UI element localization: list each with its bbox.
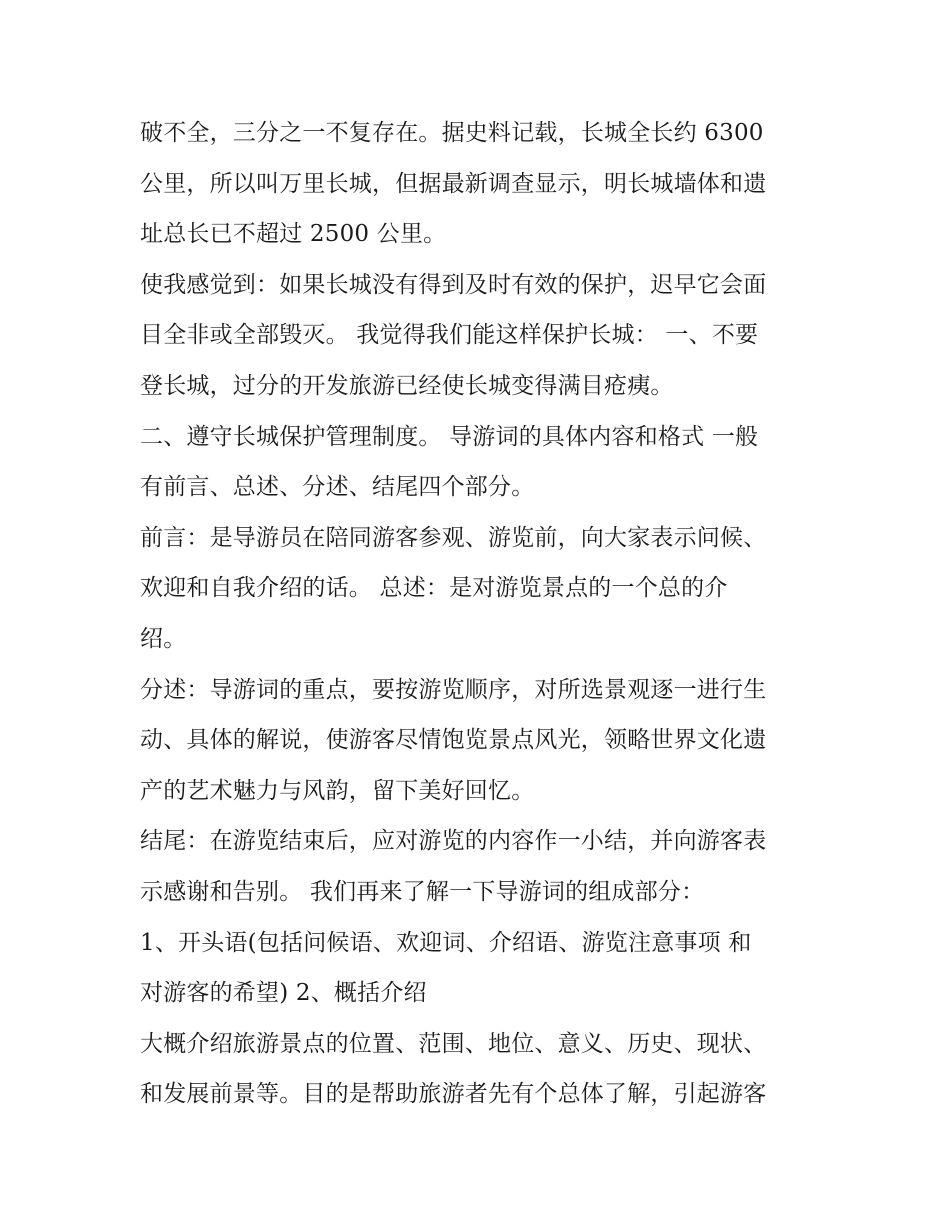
text-line: 和发展前景等。目的是帮助旅游者先有个总体了解，引起游客 bbox=[140, 1081, 767, 1108]
text-line: 示感谢和告别。 我们再来了解一下导游词的组成部分： bbox=[140, 878, 705, 905]
text-line: 前言：是导游员在陪同游客参观、游览前，向大家表示问候、 bbox=[140, 524, 767, 551]
text-line: 有前言、总述、分述、结尾四个部分。 bbox=[140, 474, 535, 501]
text-line: 公里，所以叫万里长城，但据最新调查显示，明长城墙体和遗 bbox=[140, 170, 767, 197]
text-line: 破不全，三分之一不复存在。据史料记载，长城全长约 6300 bbox=[140, 120, 764, 146]
text-line: 二、遵守长城保护管理制度。 导游词的具体内容和格式 一般 bbox=[140, 423, 759, 450]
text-line: 产的艺术魅力与风韵，留下美好回忆。 bbox=[140, 777, 535, 804]
text-line: 动、具体的解说，使游客尽情饱览景点风光，领略世界文化遗 bbox=[140, 727, 767, 754]
document-body bbox=[140, 108, 812, 1120]
text-line: 址总长已不超过 2500 公里。 bbox=[140, 221, 447, 248]
text-line: 结尾：在游览结束后，应对游览的内容作一小结，并向游客表 bbox=[140, 828, 767, 855]
text-line: 欢迎和自我介绍的话。 总述：是对游览景点的一个总的介 bbox=[140, 575, 728, 602]
text-line: 对游客的希望) 2、概括介绍 bbox=[140, 980, 427, 1007]
text-line: 目全非或全部毁灭。 我觉得我们能这样保护长城： 一、不要 bbox=[140, 322, 759, 349]
text-line: 使我感觉到：如果长城没有得到及时有效的保护，迟早它会面 bbox=[140, 271, 767, 298]
text-line: 大概介绍旅游景点的位置、范围、地位、意义、历史、现状、 bbox=[140, 1030, 767, 1057]
text-line: 绍。 bbox=[140, 625, 187, 652]
text-line: 1、开头语(包括问候语、欢迎词、介绍语、游览注意事项 和 bbox=[140, 929, 752, 956]
text-line: 分述：导游词的重点，要按游览顺序，对所选景观逐一进行生 bbox=[140, 676, 767, 703]
text-line: 登长城，过分的开发旅游已经使长城变得满目疮痍。 bbox=[140, 372, 674, 399]
